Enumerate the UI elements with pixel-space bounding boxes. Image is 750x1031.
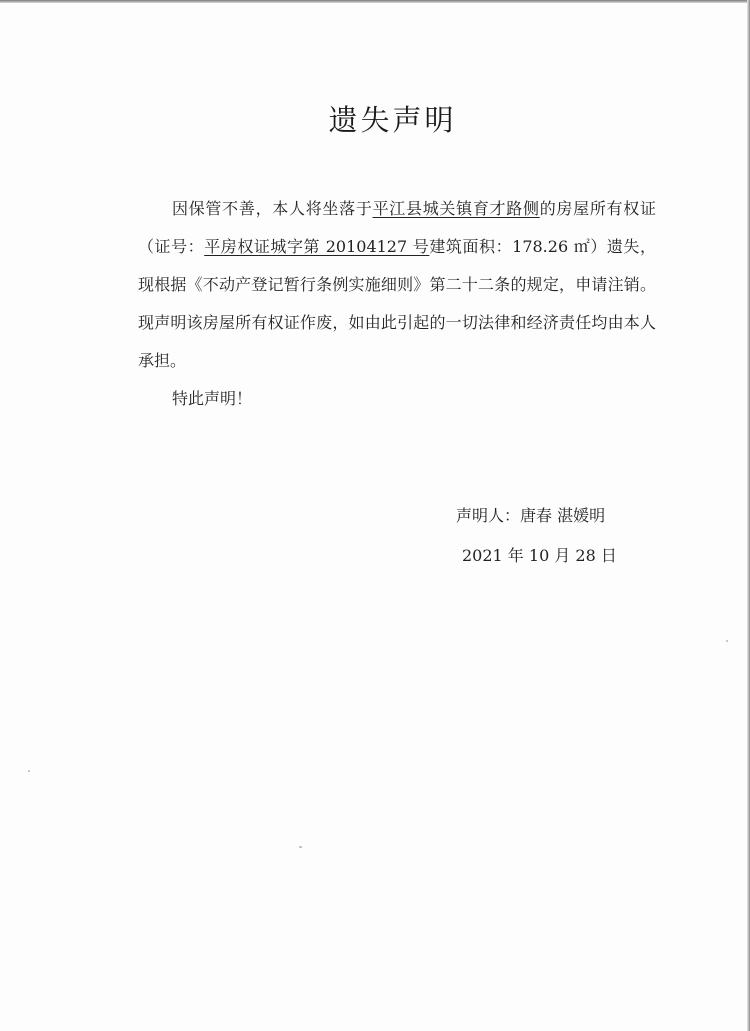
scan-speck	[726, 640, 728, 642]
scan-speck	[299, 846, 302, 848]
paragraph-text-3: 建筑面积：178.26 ㎡）遗失，现根据《不动产登记暂行条例实施细则》第二十二条的规定，申请注销。现声明该房屋所有权证作废，如由此引起的一切法律和经济责任均由本人承担。	[138, 237, 656, 370]
declaration-body	[138, 190, 656, 418]
paragraph-text-2: 的房屋所有权证（证号：	[138, 199, 656, 256]
declaration-date: 2021 年 10 月 28 日	[462, 546, 617, 565]
certificate-number: 平房权证城字第 20104127 号	[204, 237, 430, 256]
page-title: 遗失声明	[328, 103, 457, 137]
scan-edge-top	[0, 0, 750, 3]
paragraph-text-1: 因保管不善，本人将坐落于	[172, 199, 373, 218]
property-location: 平江县城关镇育才路侧	[372, 199, 540, 218]
signer-names: 声明人：唐春 湛媛明	[456, 506, 606, 525]
closing-statement: 特此声明！	[172, 389, 253, 408]
signature-block	[456, 496, 617, 576]
scan-speck	[28, 770, 30, 772]
declaration-paragraph	[138, 190, 656, 380]
